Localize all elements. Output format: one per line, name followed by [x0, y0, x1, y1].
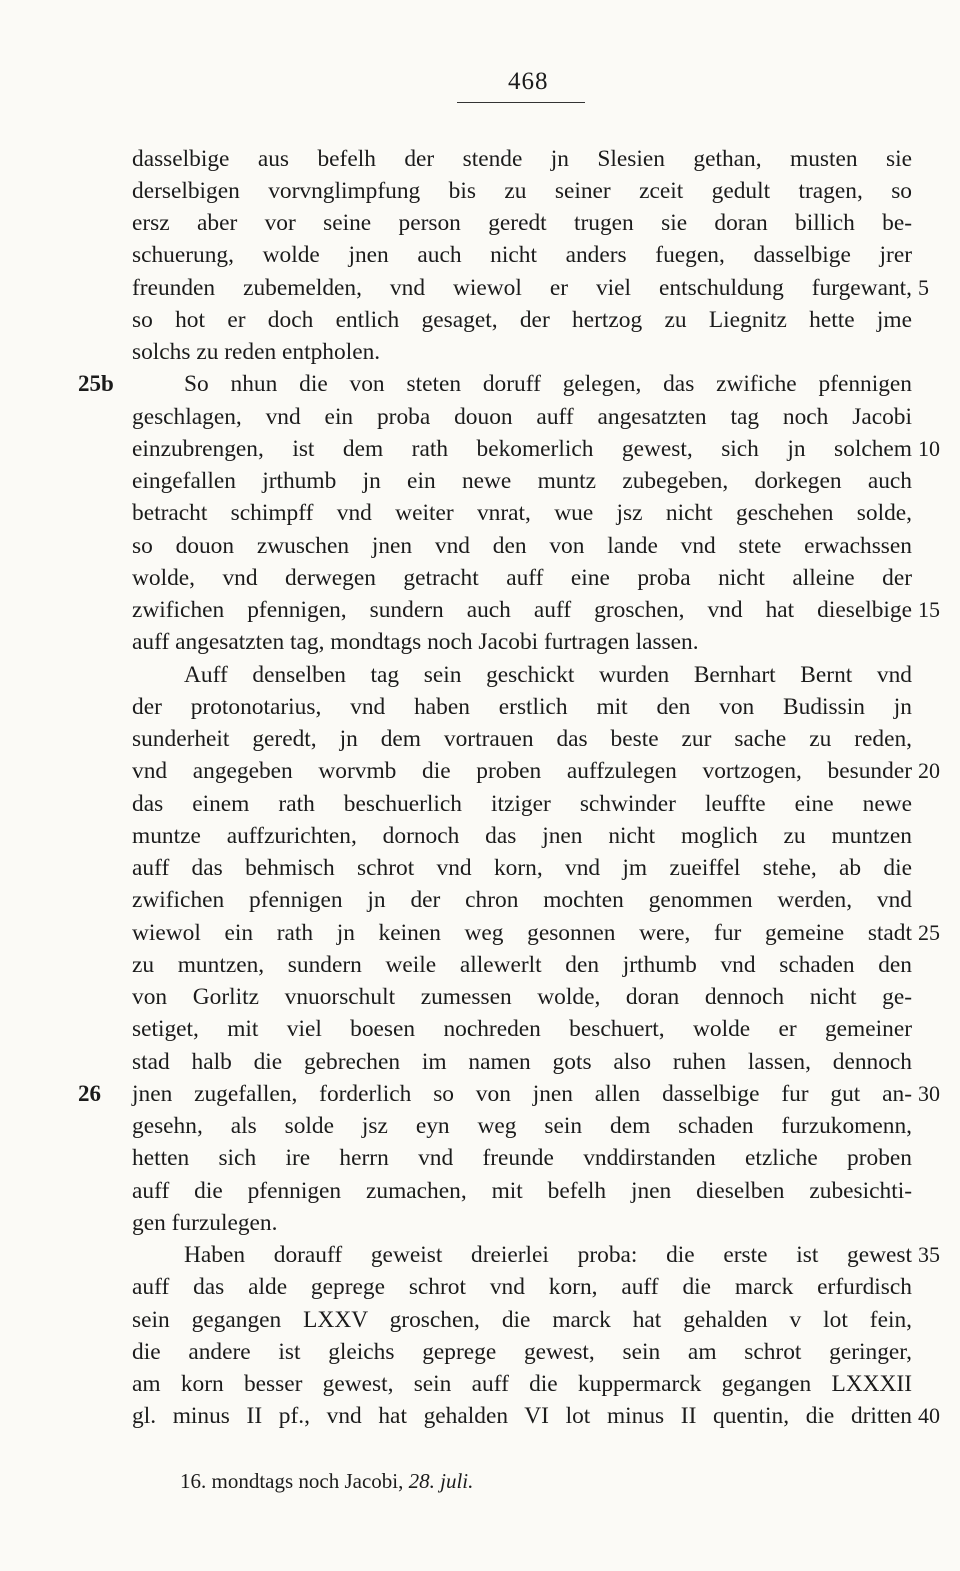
text-line: so hot er doch entlich gesaget, der hertzog zu Liegnitz hette jme: [132, 307, 912, 333]
text-line: das einem rath beschuerlich itziger schwinder leuffte eine newe: [132, 791, 912, 817]
text-line: wiewol ein rath jn keinen weg gesonnen were, fur gemeine stadt: [132, 920, 912, 946]
text-line: schuerung, wolde jnen auch nicht anders fuegen, dasselbige jrer: [132, 242, 912, 268]
text-line: zu muntzen, sundern weile allewerlt den jrthumb vnd schaden den: [132, 952, 912, 978]
text-line: jnen zugefallen, forderlich so von jnen allen dasselbige fur gut an-: [132, 1081, 912, 1107]
line-number: 30: [918, 1081, 940, 1106]
text-line: wolde, vnd derwegen getracht auff eine proba nicht alleine der: [132, 565, 912, 591]
page-number: 468: [508, 68, 549, 95]
text-line: freunden zubemelden, vnd wiewol er viel entschuldung furgewant,: [132, 275, 912, 301]
text-line: zwifichen pfennigen, sundern auch auff groschen, vnd hat dieselbige: [132, 597, 912, 623]
text-line: setiget, mit viel boesen nochreden beschuert, wolde er gemeiner: [132, 1016, 912, 1042]
text-line: zwifichen pfennigen jn der chron mochten genommen werden, vnd: [132, 887, 912, 913]
footnote-ref: 16.: [180, 1469, 207, 1493]
text-line: so douon zwuschen jnen vnd den von lande vnd stete erwachssen: [132, 533, 912, 559]
text-line: einzubrengen, ist dem rath bekomerlich gewest, sich jn solchem: [132, 436, 912, 462]
text-line: gesehn, als solde jsz eyn weg sein dem schaden furzukomenn,: [132, 1113, 912, 1139]
text-line: geschlagen, vnd ein proba douon auff angesatzten tag noch Jacobi: [132, 404, 912, 430]
folio-marker: 26: [78, 1081, 101, 1106]
folio-marker: 25b: [78, 371, 114, 396]
footnote: [180, 1466, 473, 1496]
text-line: solchs zu reden entpholen.: [132, 339, 381, 365]
text-line: betracht schimpff vnd weiter vnrat, wue jsz nicht geschehen solde,: [132, 500, 912, 526]
text-line: auff die pfennigen zumachen, mit befelh jnen dieselben zubesichti-: [132, 1178, 912, 1204]
text-line: gen furzulegen.: [132, 1210, 278, 1236]
text-line: von Gorlitz vnuorschult zumessen wolde, doran dennoch nicht ge-: [132, 984, 912, 1010]
text-line: gl. minus II pf., vnd hat gehalden VI lot minus II quentin, die dritten: [132, 1403, 912, 1429]
line-number: 25: [918, 920, 940, 945]
text-line: Haben dorauff geweist dreierlei proba: die erste ist gewest: [184, 1242, 912, 1268]
footnote-date: 28. juli.: [408, 1469, 474, 1493]
text-line: Auff denselben tag sein geschickt wurden Bernhart Bernt vnd: [184, 662, 912, 688]
text-line: derselbigen vorvnglimpfung bis zu seiner zceit gedult tragen, so: [132, 178, 912, 204]
text-line: auff das alde geprege schrot vnd korn, auff die marck erfurdisch: [132, 1274, 912, 1300]
text-line: auff das behmisch schrot vnd korn, vnd jm zueiffel stehe, ab die: [132, 855, 912, 881]
line-number: 40: [918, 1403, 940, 1428]
text-line: auff angesatzten tag, mondtags noch Jacobi furtragen lassen.: [132, 629, 699, 655]
line-number: 35: [918, 1242, 940, 1267]
text-line: eingefallen jrthumb jn ein newe muntz zubegeben, dorkegen auch: [132, 468, 912, 494]
line-number: 5: [918, 275, 929, 300]
text-line: der protonotarius, vnd haben erstlich mit den von Budissin jn: [132, 694, 912, 720]
text-line: ersz aber vor seine person geredt trugen sie doran billich be-: [132, 210, 912, 236]
line-number: 10: [918, 436, 940, 461]
text-line: am korn besser gewest, sein auff die kuppermarck gegangen LXXXII: [132, 1371, 912, 1397]
line-number: 20: [918, 758, 940, 783]
text-line: dasselbige aus befelh der stende jn Slesien gethan, musten sie: [132, 146, 912, 172]
text-line: die andere ist gleichs geprege gewest, sein am schrot geringer,: [132, 1339, 912, 1365]
text-line: stad halb die gebrechen im namen gots also ruhen lassen, dennoch: [132, 1049, 912, 1075]
text-line: sein gegangen LXXV groschen, die marck hat gehalden v lot fein,: [132, 1307, 912, 1333]
text-line: vnd angegeben worvmb die proben auffzulegen vortzogen, besunder: [132, 758, 912, 784]
text-line: hetten sich ire herrn vnd freunde vnddirstanden etzliche proben: [132, 1145, 912, 1171]
footnote-text: mondtags noch Jacobi,: [211, 1469, 404, 1493]
text-line: sunderheit geredt, jn dem vortrauen das beste zur sache zu reden,: [132, 726, 912, 752]
line-number: 15: [918, 597, 940, 622]
text-line: muntze auffzurichten, dornoch das jnen nicht moglich zu muntzen: [132, 823, 912, 849]
text-line: So nhun die von steten doruff gelegen, das zwifiche pfennigen: [184, 371, 912, 397]
